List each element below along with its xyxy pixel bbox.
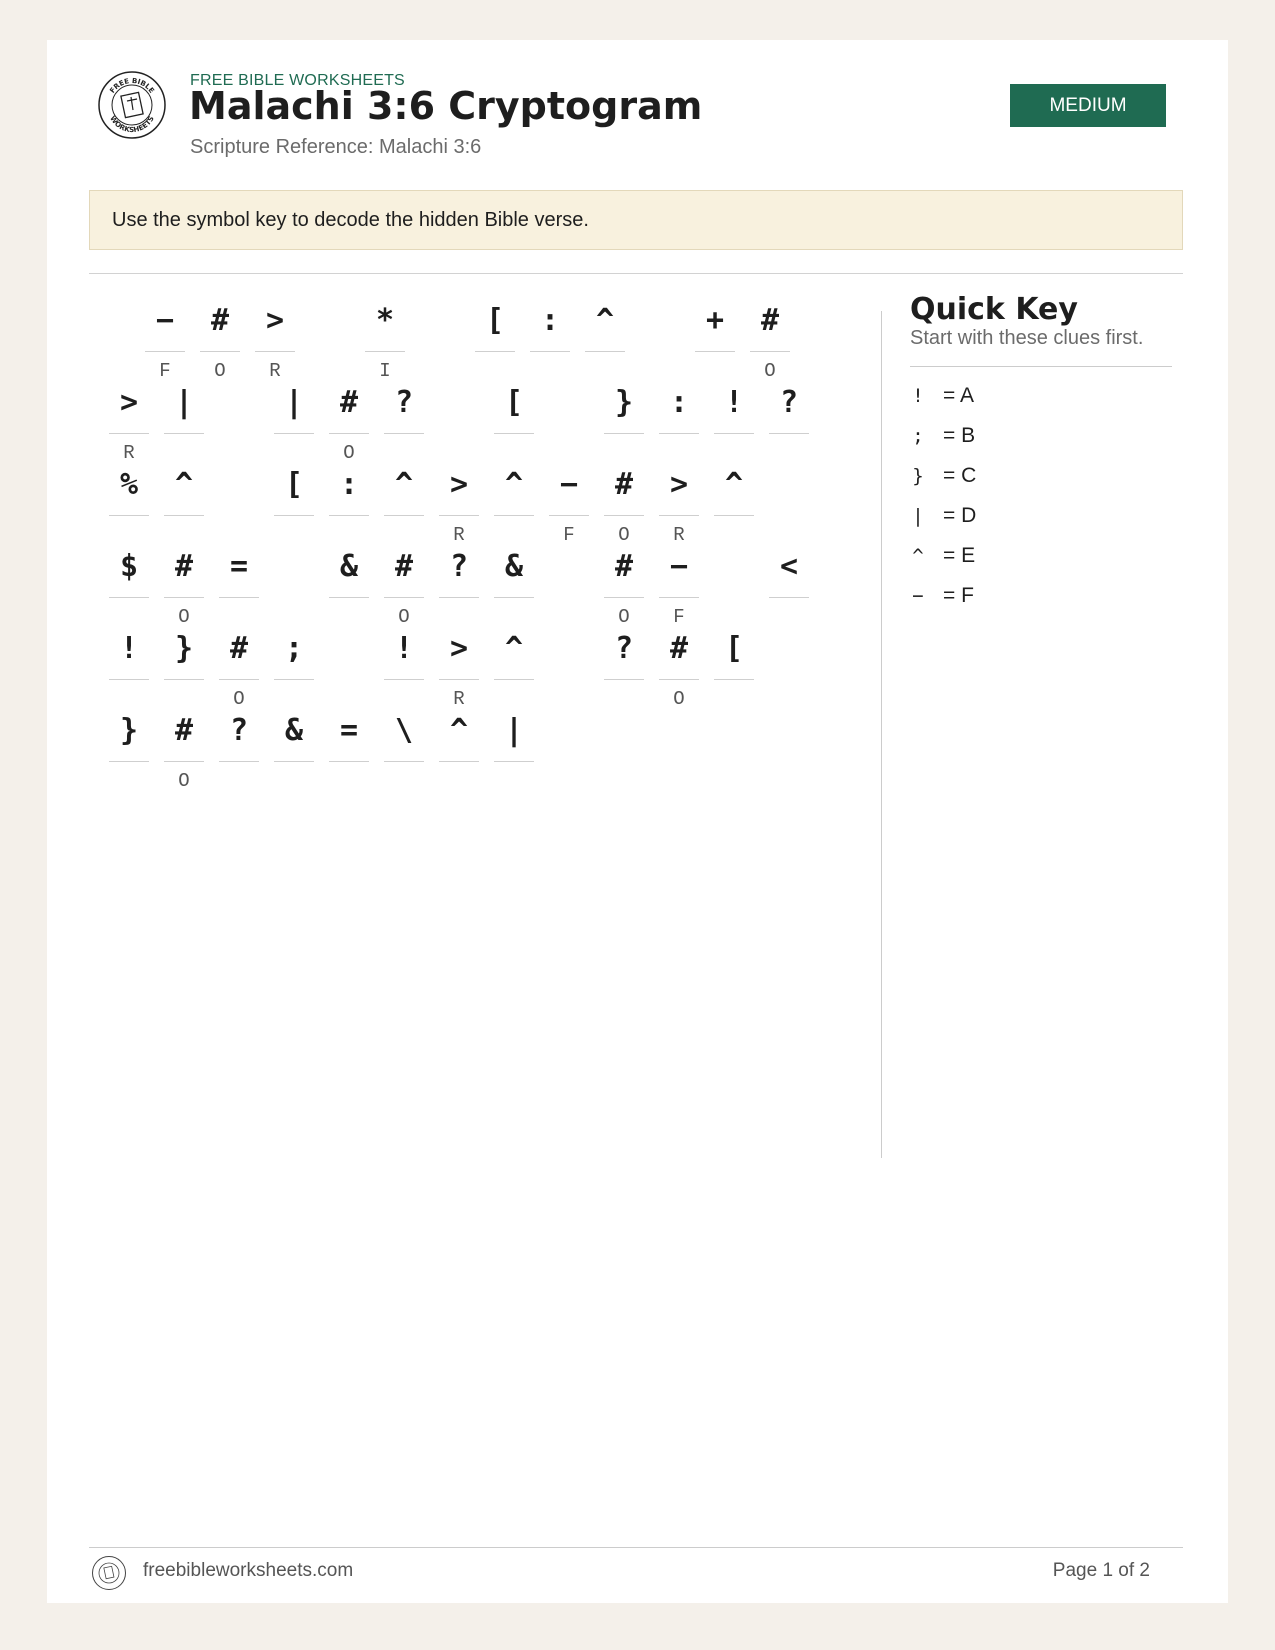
cipher-symbol: − — [559, 467, 579, 502]
cipher-symbol: # — [210, 303, 230, 338]
key-value: = F — [943, 584, 974, 607]
hint-letter: O — [618, 606, 630, 628]
answer-line[interactable] — [109, 679, 149, 680]
hint-letter: O — [618, 524, 630, 546]
cipher-symbol: > — [119, 385, 139, 420]
logo-text-bottom: WORKSHEETS — [108, 114, 156, 135]
answer-line[interactable] — [494, 761, 534, 762]
cipher-symbol: ; — [284, 631, 304, 666]
hint-letter: O — [343, 442, 355, 464]
cipher-symbol: \ — [394, 713, 414, 748]
cipher-symbol: } — [614, 385, 634, 420]
hint-letter: F — [563, 524, 575, 546]
answer-line[interactable] — [659, 679, 699, 680]
answer-line[interactable] — [494, 433, 534, 434]
hint-letter: F — [159, 360, 171, 382]
hint-letter: O — [214, 360, 226, 382]
answer-line[interactable] — [145, 351, 185, 352]
answer-line[interactable] — [274, 433, 314, 434]
cipher-cell — [494, 702, 534, 802]
cipher-symbol: ^ — [504, 467, 524, 502]
key-symbol: ! — [912, 385, 924, 407]
footer-divider — [89, 1547, 1183, 1548]
hint-letter: O — [233, 688, 245, 710]
hint-letter: R — [453, 688, 465, 710]
footer-logo-icon — [91, 1555, 127, 1591]
answer-line[interactable] — [274, 761, 314, 762]
brand-label: FREE BIBLE WORKSHEETS — [190, 72, 405, 89]
cipher-symbol: # — [614, 467, 634, 502]
quick-key-entry — [910, 581, 1110, 611]
cipher-symbol: } — [174, 631, 194, 666]
cipher-symbol: : — [669, 385, 689, 420]
answer-line[interactable] — [384, 515, 424, 516]
hint-letter — [274, 768, 314, 794]
hint-letter: I — [379, 360, 391, 382]
hint-letter: R — [453, 524, 465, 546]
cipher-symbol: ? — [614, 631, 634, 666]
cipher-symbol: > — [449, 631, 469, 666]
answer-line[interactable] — [439, 761, 479, 762]
instructions-text: Use the symbol key to decode the hidden Bible verse. — [112, 208, 589, 231]
hint-letter: O — [178, 606, 190, 628]
hint-letter — [530, 358, 570, 384]
cipher-symbol: > — [449, 467, 469, 502]
answer-line[interactable] — [109, 433, 149, 434]
cipher-symbol: [ — [724, 631, 744, 666]
cipher-cell — [274, 456, 314, 556]
cipher-symbol: # — [174, 713, 194, 748]
answer-line[interactable] — [714, 679, 754, 680]
answer-line[interactable] — [494, 597, 534, 598]
answer-line[interactable] — [329, 433, 369, 434]
hint-letter — [329, 768, 369, 794]
hint-letter — [714, 686, 754, 712]
cipher-symbol: # — [614, 549, 634, 584]
cipher-cell — [769, 538, 809, 638]
hint-letter — [109, 768, 149, 794]
quick-key-title: Quick Key — [910, 292, 1078, 327]
answer-line[interactable] — [439, 597, 479, 598]
quick-key-entry — [910, 381, 1110, 411]
cipher-symbol: | — [174, 385, 194, 420]
answer-line[interactable] — [659, 597, 699, 598]
answer-line[interactable] — [219, 761, 259, 762]
page-title: Malachi 3:6 Cryptogram — [189, 84, 703, 128]
answer-line[interactable] — [164, 433, 204, 434]
cipher-symbol: & — [504, 549, 524, 584]
hint-letter — [769, 440, 809, 466]
hint-letter — [219, 768, 259, 794]
cipher-symbol: = — [339, 713, 359, 748]
answer-line[interactable] — [475, 351, 515, 352]
key-symbol: ^ — [912, 545, 924, 567]
cipher-cell — [549, 456, 589, 556]
answer-line[interactable] — [439, 679, 479, 680]
hint-letter — [604, 686, 644, 712]
key-symbol: | — [912, 505, 924, 527]
key-value: = B — [943, 424, 976, 447]
cipher-cell — [439, 702, 479, 802]
cipher-symbol: ^ — [174, 467, 194, 502]
hint-letter — [769, 604, 809, 630]
difficulty-badge: MEDIUM — [1010, 84, 1166, 127]
answer-line[interactable] — [274, 515, 314, 516]
key-symbol: ; — [912, 425, 924, 447]
quick-key-subtitle: Start with these clues first. — [910, 327, 1144, 349]
key-symbol: − — [912, 585, 924, 607]
answer-line[interactable] — [109, 515, 149, 516]
scripture-reference: Scripture Reference: Malachi 3:6 — [190, 136, 482, 158]
answer-line[interactable] — [164, 515, 204, 516]
cipher-symbol: } — [119, 713, 139, 748]
cipher-symbol: + — [705, 303, 725, 338]
cipher-symbol: $ — [119, 549, 139, 584]
cipher-symbol: | — [504, 713, 524, 748]
hint-letter — [714, 522, 754, 548]
answer-line[interactable] — [604, 679, 644, 680]
cipher-cell — [274, 702, 314, 802]
answer-line[interactable] — [329, 761, 369, 762]
hint-letter: R — [123, 442, 135, 464]
cipher-symbol: # — [394, 549, 414, 584]
key-symbol: } — [912, 465, 924, 487]
cipher-symbol: # — [174, 549, 194, 584]
cipher-symbol: ^ — [504, 631, 524, 666]
answer-line[interactable] — [384, 433, 424, 434]
answer-line[interactable] — [384, 597, 424, 598]
cipher-symbol: ! — [119, 631, 139, 666]
logo-text-top: FREE BIBLE — [108, 76, 156, 95]
cryptogram-grid — [47, 40, 847, 940]
hint-letter: R — [673, 524, 685, 546]
answer-line[interactable] — [769, 597, 809, 598]
answer-line[interactable] — [274, 679, 314, 680]
answer-line[interactable] — [549, 515, 589, 516]
cipher-symbol: [ — [504, 385, 524, 420]
cipher-cell — [714, 620, 754, 720]
cipher-cell — [769, 374, 809, 474]
answer-line[interactable] — [604, 515, 644, 516]
cipher-cell — [164, 702, 204, 802]
key-value: = A — [943, 384, 974, 407]
hint-letter — [439, 768, 479, 794]
cipher-symbol: # — [760, 303, 780, 338]
hint-letter: O — [764, 360, 776, 382]
key-value: = C — [943, 464, 977, 487]
cipher-symbol: | — [284, 385, 304, 420]
cipher-symbol: > — [669, 467, 689, 502]
quick-key-entry — [910, 421, 1110, 451]
cipher-symbol: ^ — [394, 467, 414, 502]
cipher-symbol: # — [339, 385, 359, 420]
cipher-symbol: # — [229, 631, 249, 666]
cipher-cell — [530, 292, 570, 392]
cipher-cell — [200, 292, 240, 392]
cipher-symbol: & — [284, 713, 304, 748]
quick-key-divider — [910, 366, 1172, 367]
answer-line[interactable] — [659, 433, 699, 434]
answer-line[interactable] — [384, 679, 424, 680]
answer-line[interactable] — [604, 433, 644, 434]
answer-line[interactable] — [255, 351, 295, 352]
cipher-symbol: − — [155, 303, 175, 338]
cipher-symbol: : — [339, 467, 359, 502]
answer-line[interactable] — [695, 351, 735, 352]
answer-line[interactable] — [530, 351, 570, 352]
cipher-cell — [329, 702, 369, 802]
cipher-cell — [659, 620, 699, 720]
cipher-symbol: * — [375, 303, 395, 338]
quick-key-entry — [910, 541, 1110, 571]
answer-line[interactable] — [164, 679, 204, 680]
cipher-symbol: [ — [284, 467, 304, 502]
answer-line[interactable] — [219, 597, 259, 598]
answer-line[interactable] — [219, 679, 259, 680]
answer-line[interactable] — [384, 761, 424, 762]
answer-line[interactable] — [439, 515, 479, 516]
answer-line[interactable] — [200, 351, 240, 352]
cipher-symbol: ? — [229, 713, 249, 748]
cipher-symbol: ! — [394, 631, 414, 666]
answer-line[interactable] — [494, 515, 534, 516]
cipher-symbol: ^ — [449, 713, 469, 748]
answer-line[interactable] — [714, 433, 754, 434]
answer-line[interactable] — [164, 761, 204, 762]
cipher-cell — [384, 702, 424, 802]
cipher-symbol: [ — [485, 303, 505, 338]
cipher-cell — [109, 702, 149, 802]
answer-line[interactable] — [714, 515, 754, 516]
cipher-symbol: ? — [779, 385, 799, 420]
answer-line[interactable] — [329, 597, 369, 598]
answer-line[interactable] — [365, 351, 405, 352]
answer-line[interactable] — [604, 597, 644, 598]
hint-letter — [329, 604, 369, 630]
cipher-symbol: = — [229, 549, 249, 584]
cipher-symbol: < — [779, 549, 799, 584]
cipher-symbol: > — [265, 303, 285, 338]
worksheet-page — [47, 40, 1228, 1603]
cipher-symbol: ? — [449, 549, 469, 584]
cipher-symbol: − — [669, 549, 689, 584]
cipher-symbol: # — [669, 631, 689, 666]
quick-key-entry — [910, 461, 1110, 491]
cipher-symbol: ^ — [724, 467, 744, 502]
key-value: = D — [943, 504, 977, 527]
answer-line[interactable] — [329, 515, 369, 516]
answer-line[interactable] — [750, 351, 790, 352]
hint-letter: O — [398, 606, 410, 628]
cipher-symbol: ! — [724, 385, 744, 420]
hint-letter: O — [178, 770, 190, 792]
hint-letter — [384, 768, 424, 794]
answer-line[interactable] — [164, 597, 204, 598]
cipher-symbol: : — [540, 303, 560, 338]
cipher-symbol: ? — [394, 385, 414, 420]
hint-letter: R — [269, 360, 281, 382]
quick-key-entry — [910, 501, 1110, 531]
key-value: = E — [943, 544, 976, 567]
cipher-symbol: & — [339, 549, 359, 584]
hint-letter: O — [673, 688, 685, 710]
hint-letter — [494, 768, 534, 794]
cipher-cell — [714, 456, 754, 556]
hint-letter — [274, 522, 314, 548]
column-divider — [881, 311, 882, 1158]
answer-line[interactable] — [109, 597, 149, 598]
cipher-symbol: % — [119, 467, 139, 502]
cipher-cell — [329, 538, 369, 638]
answer-line[interactable] — [109, 761, 149, 762]
cipher-cell — [604, 620, 644, 720]
answer-line[interactable] — [659, 515, 699, 516]
answer-line[interactable] — [494, 679, 534, 680]
cipher-symbol: ^ — [595, 303, 615, 338]
footer-website: freebibleworksheets.com — [143, 1560, 354, 1581]
cipher-cell — [219, 702, 259, 802]
answer-line[interactable] — [769, 433, 809, 434]
page-number: Page 1 of 2 — [1052, 1560, 1150, 1581]
hint-letter: F — [673, 606, 685, 628]
answer-line[interactable] — [585, 351, 625, 352]
